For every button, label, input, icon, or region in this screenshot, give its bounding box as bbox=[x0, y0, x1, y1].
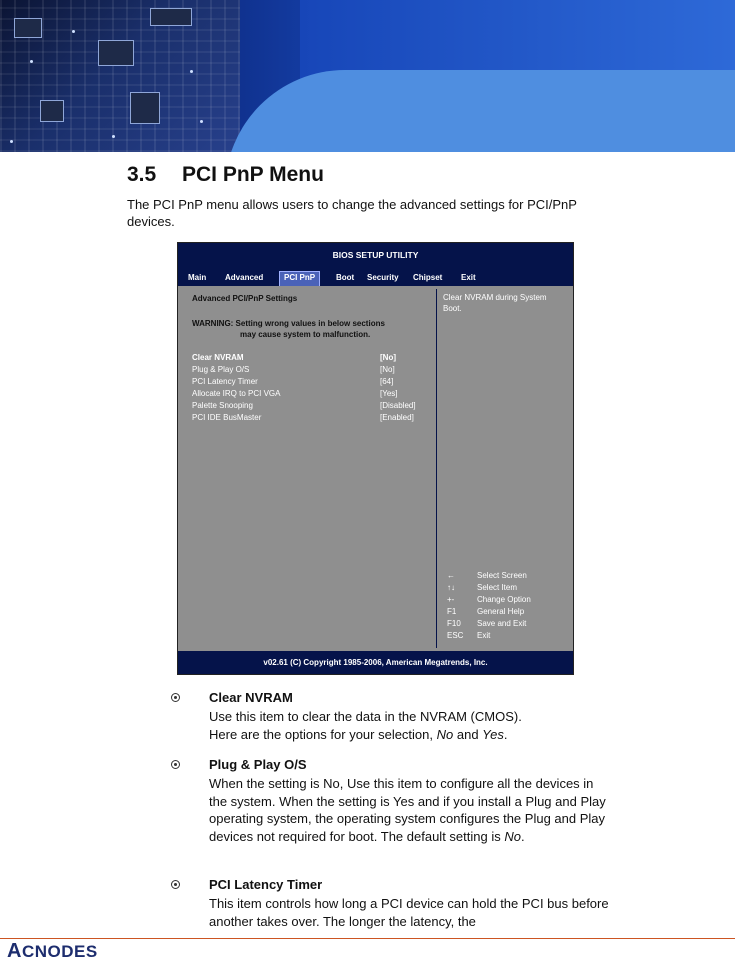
chip-graphic bbox=[40, 100, 64, 122]
value-pci-ide-busmaster[interactable]: [Enabled] bbox=[380, 413, 414, 422]
banner-band bbox=[300, 0, 735, 80]
item-title: Plug & Play O/S bbox=[209, 757, 307, 772]
bullet-icon bbox=[171, 880, 180, 889]
bios-menu-bar bbox=[178, 270, 573, 286]
logo-initial: A bbox=[7, 940, 22, 962]
section-title: PCI PnP Menu bbox=[182, 163, 324, 186]
logo-text: CNODES bbox=[21, 942, 98, 961]
key-desc: Exit bbox=[477, 631, 491, 640]
bullet-icon bbox=[171, 693, 180, 702]
option-pci-ide-busmaster[interactable]: PCI IDE BusMaster bbox=[192, 413, 262, 422]
bios-screenshot bbox=[177, 242, 574, 675]
up-down-arrow-key-icon: ↑↓ bbox=[447, 583, 455, 592]
bios-tab-security[interactable]: Security bbox=[367, 273, 399, 282]
default-value: No bbox=[504, 828, 521, 844]
bios-help-panel bbox=[436, 289, 572, 648]
value-clear-nvram[interactable]: [No] bbox=[380, 353, 396, 362]
item-body bbox=[209, 708, 629, 743]
item-body-line: . bbox=[503, 726, 508, 742]
left-arrow-key-icon: ← bbox=[447, 571, 455, 580]
section-number: 3.5 bbox=[127, 163, 157, 186]
key-f10: F10 bbox=[447, 619, 461, 628]
plus-minus-key-icon: +- bbox=[447, 595, 455, 604]
bios-tab-advanced[interactable]: Advanced bbox=[225, 273, 264, 282]
item-body bbox=[209, 775, 609, 845]
chip-graphic bbox=[150, 8, 192, 26]
board-dot bbox=[10, 140, 13, 143]
board-dot bbox=[200, 120, 203, 123]
warning-line-2: may cause system to malfunction. bbox=[240, 330, 371, 339]
key-esc: ESC bbox=[447, 631, 464, 640]
value-palette-snooping[interactable]: [Disabled] bbox=[380, 401, 416, 410]
panel-header: Advanced PCI/PnP Settings bbox=[192, 294, 298, 303]
footer-divider bbox=[0, 938, 735, 939]
item-body: This item controls how long a PCI device can hold the PCI bus before another takes over. The longer the latency, the bbox=[209, 896, 609, 929]
item-body-line: Here are the options for your selection, bbox=[209, 726, 437, 742]
option-pci-latency-timer[interactable]: PCI Latency Timer bbox=[192, 377, 258, 386]
value-allocate-irq[interactable]: [Yes] bbox=[380, 389, 398, 398]
bios-tab-exit[interactable]: Exit bbox=[461, 273, 476, 282]
bios-tab-boot[interactable]: Boot bbox=[336, 273, 355, 282]
value-pci-latency-timer[interactable]: [64] bbox=[380, 377, 394, 386]
item-body-text: When the setting is No, Use this item to configure all the devices in the system. When the setting is Yes and if you install a Plug and Play operating system, the operating system configures the Plug and Play devices not required for boot. The default setting is bbox=[209, 776, 606, 844]
item-body-line: and bbox=[453, 726, 483, 742]
option-yes: Yes bbox=[482, 726, 504, 742]
option-clear-nvram[interactable]: Clear NVRAM bbox=[192, 353, 244, 362]
bios-tab-main[interactable]: Main bbox=[188, 273, 207, 282]
header-banner bbox=[0, 0, 735, 152]
bios-title: BIOS SETUP UTILITY bbox=[178, 243, 573, 270]
company-logo bbox=[7, 940, 98, 963]
chip-graphic bbox=[98, 40, 134, 66]
bios-tab-pci-pnp[interactable]: PCI PnP bbox=[279, 271, 320, 286]
board-dot bbox=[112, 135, 115, 138]
option-allocate-irq[interactable]: Allocate IRQ to PCI VGA bbox=[192, 389, 281, 398]
chip-graphic bbox=[14, 18, 42, 38]
board-dot bbox=[30, 60, 33, 63]
bios-tab-chipset[interactable]: Chipset bbox=[413, 273, 443, 282]
key-desc: Select Screen bbox=[477, 571, 527, 580]
item-body-end: . bbox=[520, 828, 525, 844]
warning-line-1: WARNING: Setting wrong values in below sections bbox=[192, 319, 385, 328]
item-title: Clear NVRAM bbox=[209, 690, 293, 705]
chip-graphic bbox=[130, 92, 160, 124]
option-no: No bbox=[436, 726, 454, 742]
value-plug-and-play-os[interactable]: [No] bbox=[380, 365, 395, 374]
board-dot bbox=[190, 70, 193, 73]
key-desc: General Help bbox=[477, 607, 525, 616]
item-body-line: Use this item to clear the data in the NVRAM (CMOS). bbox=[209, 709, 522, 724]
circuit-board-image bbox=[0, 0, 240, 152]
bios-settings-panel bbox=[184, 289, 436, 648]
bios-copyright: v02.61 (C) Copyright 1985-2006, American Megatrends, Inc. bbox=[178, 651, 573, 674]
option-plug-and-play-os[interactable]: Plug & Play O/S bbox=[192, 365, 250, 374]
key-desc: Select Item bbox=[477, 583, 518, 592]
key-desc: Change Option bbox=[477, 595, 531, 604]
option-palette-snooping[interactable]: Palette Snooping bbox=[192, 401, 253, 410]
bullet-icon bbox=[171, 760, 180, 769]
help-text: Clear NVRAM during System Boot. bbox=[443, 293, 547, 313]
key-desc: Save and Exit bbox=[477, 619, 527, 628]
section-intro: The PCI PnP menu allows users to change the advanced settings for PCI/PnP devices. bbox=[127, 197, 577, 229]
board-dot bbox=[72, 30, 75, 33]
banner-swoosh bbox=[225, 70, 735, 152]
item-title: PCI Latency Timer bbox=[209, 877, 323, 892]
key-f1: F1 bbox=[447, 607, 457, 616]
